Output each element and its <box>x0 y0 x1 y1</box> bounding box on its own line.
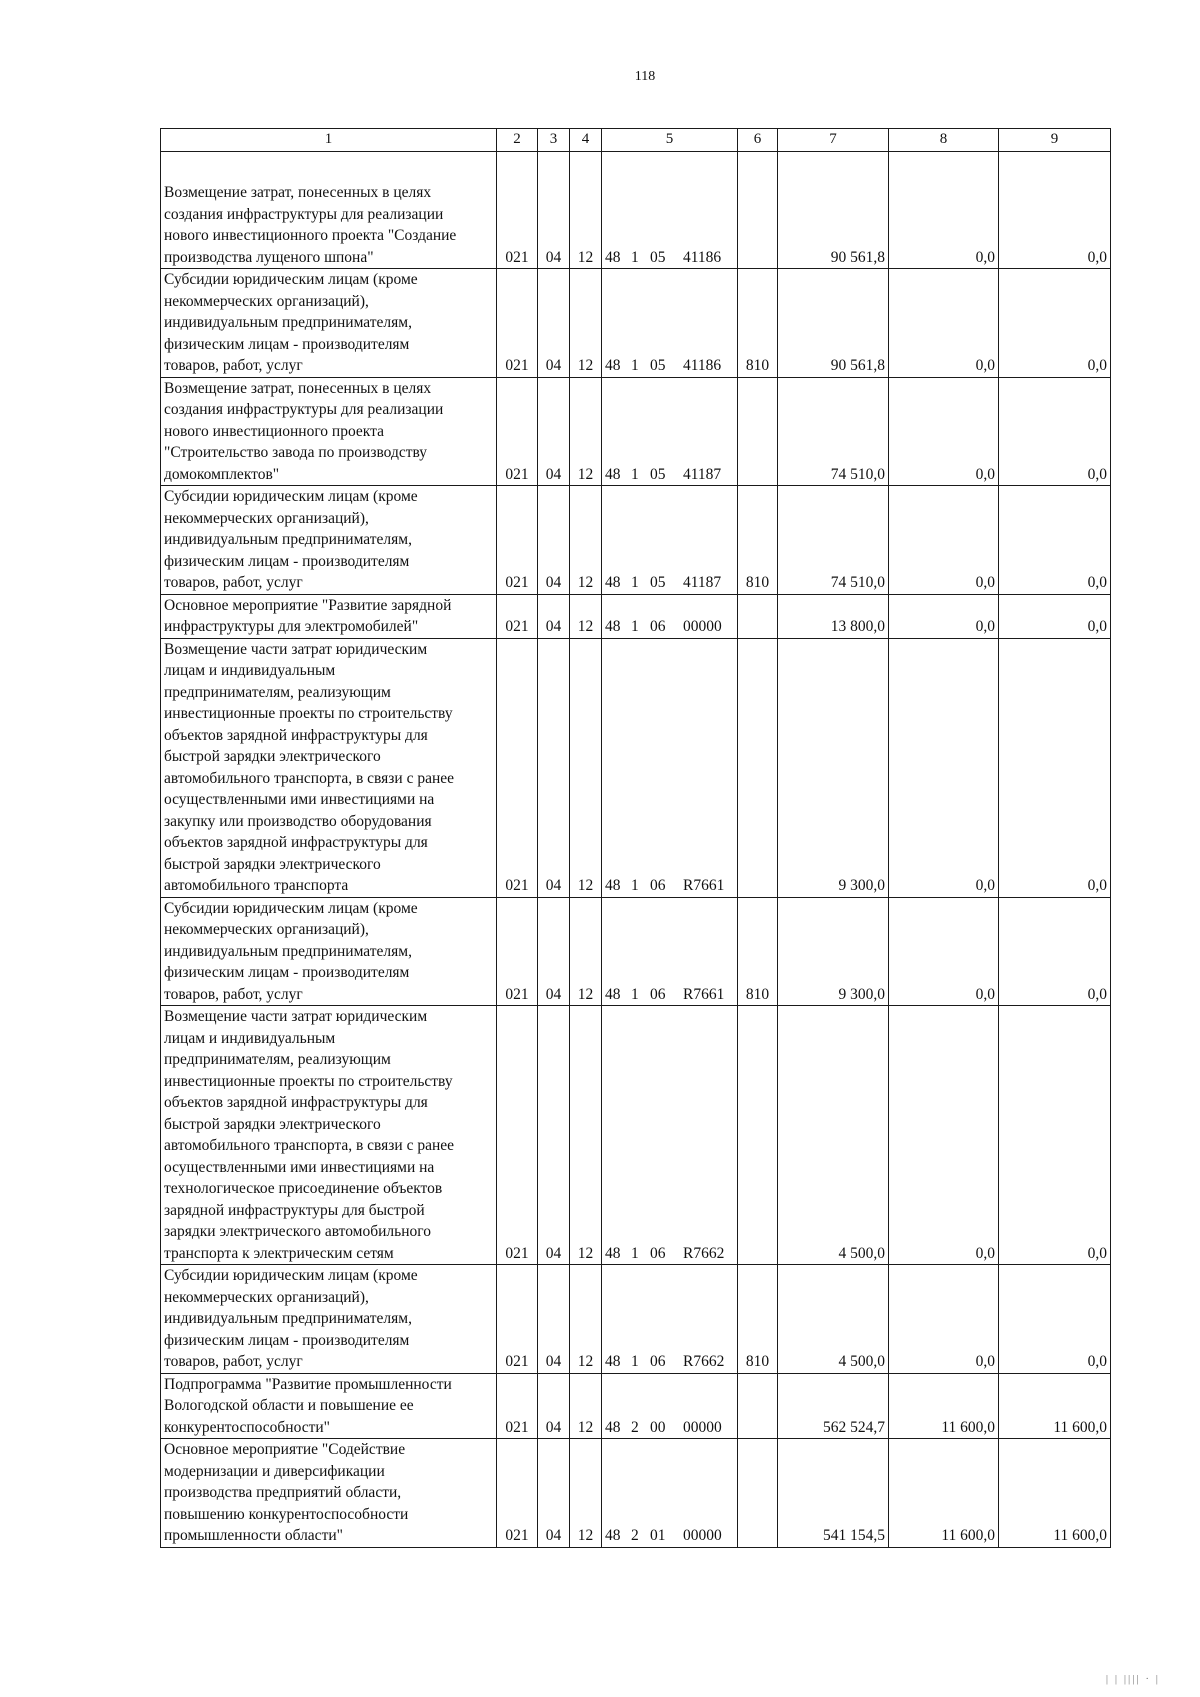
cell-col-2: 021 <box>497 1265 538 1374</box>
cell-col-8: 0,0 <box>889 486 999 595</box>
header-cell: 2 <box>497 129 538 152</box>
row-name-line: закупку или производство оборудования <box>164 812 432 830</box>
cell-col-5 <box>602 594 738 638</box>
row-name-line: Возмещение затрат, понесенных в целях <box>164 184 432 201</box>
header-cell: 3 <box>538 129 570 152</box>
row-name-line: нового инвестиционного проекта "Создание <box>164 227 457 244</box>
cell-col-3: 04 <box>538 638 570 897</box>
cell-col-7: 13 800,0 <box>778 594 889 638</box>
cell-col-3: 04 <box>538 1373 570 1439</box>
row-name-line: Основное мероприятие "Содействие <box>164 1441 406 1458</box>
cell-col-2: 021 <box>497 377 538 486</box>
cell-col-6 <box>738 377 778 486</box>
cell-col-6: 810 <box>738 897 778 1006</box>
cell-col-9: 0,0 <box>999 1265 1111 1374</box>
code-part: 1 <box>631 618 639 635</box>
cell-col-7: 9 300,0 <box>778 897 889 1006</box>
row-name <box>161 1439 497 1548</box>
row-name-line: зарядки электрического автомобильного <box>164 1223 431 1240</box>
row-name-line: технологическое присоединение объектов <box>164 1180 443 1197</box>
row-name-line: некоммерческих организаций), <box>164 921 369 938</box>
table-row <box>161 594 1111 638</box>
row-name-line: лицам и индивидуальным <box>164 662 336 679</box>
code-part: 1 <box>631 248 639 266</box>
code-part: 01 <box>650 1527 666 1544</box>
code-part: 06 <box>650 1244 666 1262</box>
scan-artifact: | | |||| · | <box>1105 1673 1160 1685</box>
row-name-line: быстрой зарядки электрического <box>164 1115 381 1133</box>
header-cell: 4 <box>570 129 602 152</box>
cell-col-6: 810 <box>738 269 778 378</box>
code-part: 48 <box>605 465 621 483</box>
row-name-line: промышленности области" <box>164 1527 343 1544</box>
code-part: 00 <box>650 1418 666 1436</box>
cell-col-7: 90 561,8 <box>778 152 889 269</box>
cell-col-4: 12 <box>570 1439 602 1548</box>
cell-col-2: 021 <box>497 1006 538 1265</box>
code-part: 05 <box>650 465 666 483</box>
row-name-line: транспорта к электрическим сетям <box>164 1244 394 1262</box>
cell-col-4: 12 <box>570 152 602 269</box>
row-name-line: нового инвестиционного проекта <box>164 422 384 440</box>
cell-col-5 <box>602 1439 738 1548</box>
cell-col-5 <box>602 638 738 897</box>
cell-col-8: 0,0 <box>889 377 999 486</box>
cell-col-8: 0,0 <box>889 897 999 1006</box>
row-name-line: создания инфраструктуры для реализации <box>164 205 444 223</box>
row-name-line: инфраструктуры для электромобилей" <box>164 618 419 635</box>
row-name-line: некоммерческих организаций), <box>164 1288 369 1306</box>
cell-col-4: 12 <box>570 486 602 595</box>
cell-col-6 <box>738 638 778 897</box>
row-name-line: лицам и индивидуальным <box>164 1029 336 1047</box>
cell-col-6 <box>738 152 778 269</box>
code-part: 06 <box>650 985 666 1003</box>
header-cell: 7 <box>778 129 889 152</box>
row-name <box>161 1373 497 1439</box>
code-part: 48 <box>605 574 621 591</box>
cell-col-8: 0,0 <box>889 594 999 638</box>
cell-col-3: 04 <box>538 377 570 486</box>
row-name <box>161 1265 497 1374</box>
cell-col-9: 0,0 <box>999 486 1111 595</box>
code-part: R7661 <box>683 877 725 894</box>
cell-col-4: 12 <box>570 1373 602 1439</box>
cell-col-3: 04 <box>538 486 570 595</box>
table-row <box>161 1265 1111 1374</box>
table-row <box>161 1439 1111 1548</box>
row-name-line: некоммерческих организаций), <box>164 292 369 310</box>
row-name-line: Субсидии юридическим лицам (кроме <box>164 899 418 917</box>
cell-col-5 <box>602 152 738 269</box>
cell-col-4: 12 <box>570 377 602 486</box>
row-name-line: осуществленными ими инвестициями на <box>164 791 435 808</box>
row-name-line: индивидуальным предпринимателям, <box>164 314 412 331</box>
code-part: 48 <box>605 1418 621 1436</box>
cell-col-4: 12 <box>570 638 602 897</box>
cell-col-4: 12 <box>570 1265 602 1374</box>
row-name <box>161 638 497 897</box>
row-name-line: Субсидии юридическим лицам (кроме <box>164 271 418 288</box>
header-row <box>161 129 1111 152</box>
cell-col-9: 0,0 <box>999 377 1111 486</box>
row-name-line: инвестиционные проекты по строительству <box>164 705 453 722</box>
cell-col-8: 0,0 <box>889 1006 999 1265</box>
table-row <box>161 638 1111 897</box>
row-name-line: домокомплектов" <box>164 465 280 483</box>
table-row <box>161 1006 1111 1265</box>
row-name-line: объектов зарядной инфраструктуры для <box>164 1094 428 1111</box>
row-name-line: Вологодской области и повышение ее <box>164 1397 414 1414</box>
code-part: 2 <box>631 1527 639 1544</box>
cell-col-2: 021 <box>497 1439 538 1548</box>
row-name-line: автомобильного транспорта <box>164 877 349 894</box>
cell-col-2: 021 <box>497 1373 538 1439</box>
table-row <box>161 486 1111 595</box>
code-part: 05 <box>650 574 666 591</box>
row-name-line: товаров, работ, услуг <box>164 357 303 374</box>
cell-col-6 <box>738 1373 778 1439</box>
cell-col-3: 04 <box>538 897 570 1006</box>
code-part: 06 <box>650 1353 666 1370</box>
code-part: 06 <box>650 877 666 894</box>
header-cell: 1 <box>161 129 497 152</box>
row-name-line: быстрой зарядки электрического <box>164 748 381 765</box>
cell-col-9: 11 600,0 <box>999 1373 1111 1439</box>
cell-col-9: 0,0 <box>999 1006 1111 1265</box>
row-name-line: Возмещение затрат, понесенных в целях <box>164 379 432 397</box>
cell-col-7: 562 524,7 <box>778 1373 889 1439</box>
code-part: 1 <box>631 877 639 894</box>
budget-table <box>160 128 1111 1548</box>
row-name-line: объектов зарядной инфраструктуры для <box>164 726 428 744</box>
row-name-line: автомобильного транспорта, в связи с ранее <box>164 769 455 787</box>
row-name-line: товаров, работ, услуг <box>164 1353 303 1370</box>
cell-col-2: 021 <box>497 594 538 638</box>
code-part: 48 <box>605 985 621 1003</box>
code-part: 41186 <box>683 248 722 266</box>
code-part: 00000 <box>683 618 722 635</box>
code-part: 48 <box>605 357 621 374</box>
cell-col-6: 810 <box>738 1265 778 1374</box>
cell-col-5 <box>602 377 738 486</box>
row-name-line: предпринимателям, реализующим <box>164 683 391 701</box>
row-name-line: физическим лицам - производителям <box>164 552 410 570</box>
header-cell: 5 <box>602 129 738 152</box>
code-part: 05 <box>650 248 666 266</box>
row-name-line: предпринимателям, реализующим <box>164 1051 391 1068</box>
cell-col-2: 021 <box>497 897 538 1006</box>
cell-col-5 <box>602 1265 738 1374</box>
cell-col-3: 04 <box>538 269 570 378</box>
row-name <box>161 486 497 595</box>
row-name-line: "Строительство завода по производству <box>164 444 428 461</box>
row-name-line: физическим лицам - производителям <box>164 335 410 353</box>
table-body <box>161 152 1111 1548</box>
table-row <box>161 269 1111 378</box>
row-name <box>161 152 497 269</box>
cell-col-2: 021 <box>497 269 538 378</box>
row-name-line: физическим лицам - производителям <box>164 964 410 981</box>
cell-col-6 <box>738 594 778 638</box>
row-name <box>161 1006 497 1265</box>
cell-col-5 <box>602 1373 738 1439</box>
table-row <box>161 377 1111 486</box>
row-name-line: инвестиционные проекты по строительству <box>164 1072 453 1090</box>
cell-col-4: 12 <box>570 269 602 378</box>
cell-col-3: 04 <box>538 1439 570 1548</box>
cell-col-7: 9 300,0 <box>778 638 889 897</box>
code-part: 00000 <box>683 1418 722 1436</box>
row-name-line: товаров, работ, услуг <box>164 574 303 591</box>
cell-col-8: 11 600,0 <box>889 1373 999 1439</box>
cell-col-8: 0,0 <box>889 269 999 378</box>
cell-col-8: 0,0 <box>889 152 999 269</box>
row-name-line: создания инфраструктуры для реализации <box>164 401 444 418</box>
code-part: 05 <box>650 357 666 374</box>
code-part: 1 <box>631 1244 639 1262</box>
code-part: R7662 <box>683 1353 725 1370</box>
cell-col-3: 04 <box>538 1265 570 1374</box>
code-part: 41186 <box>683 357 722 374</box>
code-part: 00000 <box>683 1527 722 1544</box>
cell-col-4: 12 <box>570 594 602 638</box>
cell-col-5 <box>602 486 738 595</box>
cell-col-3: 04 <box>538 152 570 269</box>
code-part: 41187 <box>683 465 722 483</box>
row-name-line: производства предприятий области, <box>164 1484 402 1501</box>
row-name <box>161 269 497 378</box>
code-part: 1 <box>631 574 639 591</box>
code-part: R7662 <box>683 1244 725 1262</box>
row-name-line: Основное мероприятие "Развитие зарядной <box>164 596 452 614</box>
row-name-line: Субсидии юридическим лицам (кроме <box>164 1267 418 1284</box>
page-number: 118 <box>634 69 656 84</box>
code-part: R7661 <box>683 985 725 1003</box>
row-name <box>161 594 497 638</box>
cell-col-5 <box>602 1006 738 1265</box>
table-row <box>161 897 1111 1006</box>
cell-col-3: 04 <box>538 594 570 638</box>
row-name <box>161 377 497 486</box>
cell-col-9: 0,0 <box>999 152 1111 269</box>
row-name-line: Подпрограмма "Развитие промышленности <box>164 1375 452 1393</box>
code-part: 48 <box>605 618 621 635</box>
code-part: 1 <box>631 985 639 1003</box>
row-name-line: конкурентоспособности" <box>164 1418 331 1436</box>
header-cell: 6 <box>738 129 778 152</box>
row-name-line: производства лущеного шпона" <box>164 248 374 266</box>
cell-col-9: 0,0 <box>999 594 1111 638</box>
cell-col-8: 0,0 <box>889 1265 999 1374</box>
header-cell: 9 <box>999 129 1111 152</box>
cell-col-6 <box>738 1439 778 1548</box>
table-row <box>161 152 1111 269</box>
code-part: 41187 <box>683 574 722 591</box>
code-part: 48 <box>605 248 621 266</box>
code-part: 48 <box>605 1353 621 1370</box>
cell-col-5 <box>602 897 738 1006</box>
cell-col-7: 74 510,0 <box>778 486 889 595</box>
table-row <box>161 1373 1111 1439</box>
row-name-line: индивидуальным предпринимателям, <box>164 531 412 548</box>
code-part: 1 <box>631 357 639 374</box>
cell-col-7: 4 500,0 <box>778 1265 889 1374</box>
cell-col-3: 04 <box>538 1006 570 1265</box>
cell-col-9: 0,0 <box>999 897 1111 1006</box>
cell-col-6: 810 <box>738 486 778 595</box>
cell-col-2: 021 <box>497 486 538 595</box>
row-name-line: Субсидии юридическим лицам (кроме <box>164 488 418 505</box>
cell-col-2: 021 <box>497 638 538 897</box>
code-part: 48 <box>605 877 621 894</box>
cell-col-9: 0,0 <box>999 638 1111 897</box>
cell-col-6 <box>738 1006 778 1265</box>
cell-col-8: 11 600,0 <box>889 1439 999 1548</box>
cell-col-4: 12 <box>570 897 602 1006</box>
row-name-line: модернизации и диверсификации <box>164 1462 385 1480</box>
row-name-line: зарядной инфраструктуры для быстрой <box>164 1201 425 1219</box>
cell-col-4: 12 <box>570 1006 602 1265</box>
row-name-line: быстрой зарядки электрического <box>164 855 381 873</box>
code-part: 48 <box>605 1527 621 1544</box>
code-part: 48 <box>605 1244 621 1262</box>
cell-col-9: 11 600,0 <box>999 1439 1111 1548</box>
code-part: 1 <box>631 465 639 483</box>
row-name-line: объектов зарядной инфраструктуры для <box>164 834 428 851</box>
code-part: 06 <box>650 618 666 635</box>
row-name-line: индивидуальным предпринимателям, <box>164 1310 412 1327</box>
cell-col-5 <box>602 269 738 378</box>
header-cell: 8 <box>889 129 999 152</box>
cell-col-2: 021 <box>497 152 538 269</box>
cell-col-9: 0,0 <box>999 269 1111 378</box>
cell-col-7: 90 561,8 <box>778 269 889 378</box>
row-name-line: товаров, работ, услуг <box>164 985 303 1003</box>
row-name-line: физическим лицам - производителям <box>164 1331 410 1349</box>
row-name-line: автомобильного транспорта, в связи с ранее <box>164 1137 455 1154</box>
row-name-line: осуществленными ими инвестициями на <box>164 1158 435 1176</box>
row-name-line: индивидуальным предпринимателям, <box>164 942 412 960</box>
row-name-line: Возмещение части затрат юридическим <box>164 640 428 658</box>
code-part: 1 <box>631 1353 639 1370</box>
cell-col-7: 4 500,0 <box>778 1006 889 1265</box>
cell-col-7: 541 154,5 <box>778 1439 889 1548</box>
cell-col-8: 0,0 <box>889 638 999 897</box>
table-header <box>161 129 1111 152</box>
row-name <box>161 897 497 1006</box>
row-name-line: некоммерческих организаций), <box>164 509 369 527</box>
code-part: 2 <box>631 1418 639 1436</box>
cell-col-7: 74 510,0 <box>778 377 889 486</box>
row-name-line: повышению конкурентоспособности <box>164 1505 409 1523</box>
row-name-line: Возмещение части затрат юридическим <box>164 1008 428 1025</box>
